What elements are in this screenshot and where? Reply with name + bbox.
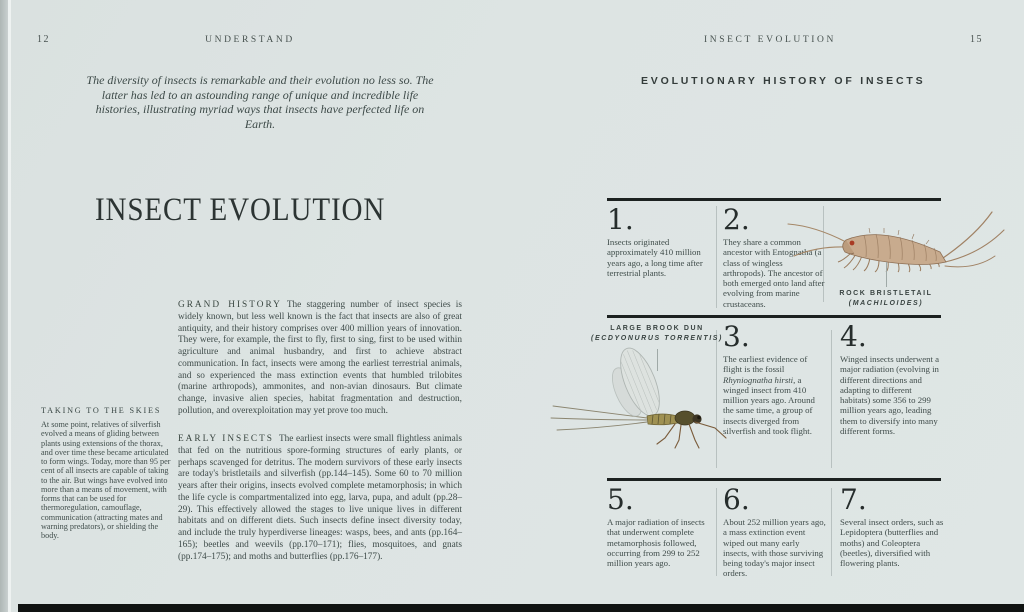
timeline-rule-bottom — [607, 478, 941, 481]
timeline-text: Winged insects underwent a major radiation (evolving in different directions and adapting to different habitats) some 356 to 299 million years ago, leading them to diversify into many different forms. — [840, 354, 940, 437]
page-number-left: 12 — [37, 34, 50, 45]
paragraph-lead: GRAND HISTORY — [178, 300, 282, 310]
caption-scientific-name: (MACHILOIDES) — [848, 300, 924, 307]
sidebar-text: At some point, relatives of silverfish evolved a means of gliding between plants using extensions of the thorax, and over time these became articulated to form wings. Today, more than 95 per cent of all insects are capable of taking to the air. But wings have evolved into more than a means of movement, with forms that can be used for thermoregulation, camouflage, communication (attracting mates and warning predators), or shielding the body. — [41, 420, 171, 540]
column-divider — [831, 330, 832, 468]
column-divider — [831, 488, 832, 576]
caption-pointer-line — [886, 262, 887, 287]
timeline-text: They share a common ancestor with Entognatha (a class of wingless arthropods). The ancestor of both emerged onto land after evolving from marine crustaceans. — [723, 237, 825, 309]
paragraph-lead: EARLY INSECTS — [178, 434, 274, 444]
book-edge-bottom — [18, 604, 1024, 612]
timeline-text: Insects originated approximately 410 million years ago, a long time after terrestrial plants. — [607, 237, 703, 278]
column-divider — [716, 488, 717, 576]
page-number-right: 15 — [970, 34, 983, 45]
mayfly-illustration — [545, 340, 730, 455]
timeline-text: About 252 million years ago, a mass extinction event wiped out many early insects, with those surviving being today's major insect orders. — [723, 517, 826, 579]
paragraph-text: The staggering number of insect species is widely known, but less well known is the fact that insects are also of great antiquity, and their history comprises over 400 million years of innovation. They were, for example, the first to fly, first to sing, first to be used within agriculture and animal husbandry, and first to achieve abstract communication. In fact, insects were among the earliest terrestrial animals, and so experienced the mass extinction events that humbled trilobites (marine arthropods), ammonites, and non-avian dinosaurs. But climate change, invasive alien species, habitat fragmentation and destruction, pollution, and overexploitation may yet prove too much. — [178, 300, 462, 416]
timeline-number: 6. — [723, 483, 750, 516]
timeline-text: The earliest evidence of flight is the fossil Rhyniognatha hirsti, a winged insect from 410 million years ago. Around the same time, a group of insects diverged from silverfish and took flight. — [723, 354, 815, 437]
page-edge-highlight — [8, 0, 11, 612]
body-paragraph-grand-history — [178, 300, 462, 418]
timeline-number: 4. — [840, 320, 867, 353]
column-divider — [716, 206, 717, 308]
book-edge-left — [0, 0, 8, 612]
species-name-italic: Rhyniognatha hirsti — [723, 374, 794, 385]
rock-bristletail-illustration — [780, 200, 1015, 300]
sidebar-taking-to-the-skies — [41, 406, 172, 540]
running-header-left: UNDERSTAND — [205, 35, 295, 45]
timeline-number: 5. — [607, 483, 634, 516]
intro-text: The diversity of insects is remarkable and their evolution no less so. The latter has led to an astounding range of unique and incredible life histories, illustrating myriad ways that insects have perfected life on Earth. — [86, 73, 434, 131]
body-paragraph-early-insects — [178, 434, 462, 563]
caption-common-name: LARGE BROOK DUN — [610, 325, 704, 332]
bristletail-caption — [811, 289, 961, 309]
timeline-rule-middle — [607, 315, 941, 318]
caption-common-name: ROCK BRISTLETAIL — [839, 290, 933, 297]
paragraph-text: The earliest insects were small flightless animals that fed on the nutritious spore-forming structures of early plants, or perhaps scavenged for detritus. The modern survivors of these early insects are today's bristletails and silverfish (pp.144–145). Some 60 to 70 million years after their origins, insects evolved complete metamorphosis; in which the life cycle is compartmentalized into egg, larva, pupa, and adult (pp.28–29). This effectively allowed the stages to live unique lives in different habitats and on different diets. Such insects define insect diversity today, and include the truly hyperdiverse lineages: wasps, bees, and ants (pp.164–165); beetles and weevils (pp.170–171); flies, mosquitoes, and gnats (pp.174–175); and moths and butterflies (pp.176–177). — [178, 434, 462, 562]
timeline-text: Several insect orders, such as Lepidoptera (butterflies and moths) and Coleoptera (beetles), diversified with flowering plants. — [840, 517, 944, 569]
timeline-text: A major radiation of insects that underwent complete metamorphosis followed, occurring from 299 to 252 million years ago. — [607, 517, 705, 569]
section-title: EVOLUTIONARY HISTORY OF INSECTS — [641, 75, 926, 87]
sidebar-heading: TAKING TO THE SKIES — [41, 406, 162, 415]
timeline-number: 3. — [723, 320, 750, 353]
running-header-right: INSECT EVOLUTION — [704, 35, 836, 45]
timeline-number: 7. — [840, 483, 867, 516]
page-title: INSECT EVOLUTION — [95, 192, 386, 228]
timeline-number: 2. — [723, 203, 750, 236]
timeline-number: 1. — [607, 203, 634, 236]
caption-scientific-name: (ECDYONURUS TORRENTIS) — [591, 335, 723, 342]
